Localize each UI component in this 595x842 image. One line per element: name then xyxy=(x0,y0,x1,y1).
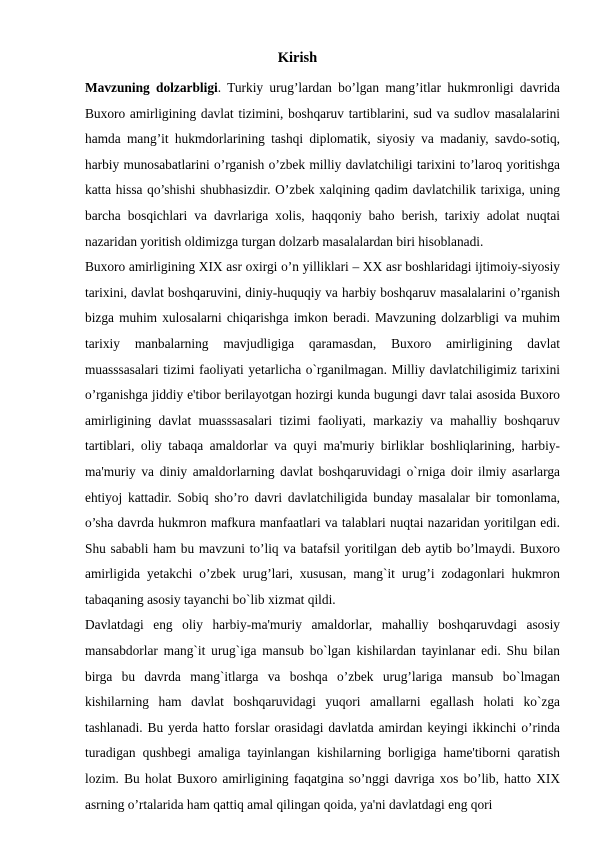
paragraph-text: Davlatdagi eng oliy harbiy-ma'muriy amaldorlar, mahalliy boshqaruvdagi asosiy mansabdorlar mang`it urug`iga mansub bo`lgan kishilardan tayinlanar edi. Shu bilan birga bu davrda mang`itlarga va boshqa o’zbek urug’lariga mansub bo`lmagan kishilarning ham davlat boshqaruvidagi yuqori amallarni egallash holati ko`zga tashlanadi. Bu yerda hatto forslar orasidagi davlatda amirdan keyingi ikkinchi o’rinda turadigan qushbegi amaliga tayinlangan kishilarning borligiga hame'tiborni qaratish lozim. Bu holat Buxoro amirligining faqatgina so’nggi davriga xos bo’lib, hatto XIX asrning o’rtalarida ham qattiq amal qilingan qoida, ya'ni davlatdagi eng qori xyxy=(85,617,560,812)
paragraph-history xyxy=(85,254,560,612)
paragraph-text: Buxoro amirligining XIX asr oxirgi o’n yilliklari – XX asr boshlaridagi ijtimoiy-siyosiy tarixini, davlat boshqaruvini, diniy-huquqiy va harbiy boshqaruv masalalarini o’rganish bizga muhim xulosalarni chiqarishga imkon beradi. Mavzuning dolzarbligi va muhim tarixiy manbalarning mavjudligiga qaramasdan, Buxoro amirligining davlat muasssasalari tizimi faoliyati yetarlicha o`rganilmagan. Milliy davlatchiligimiz tarixini o’rganishga jiddiy e'tibor berilayotgan hozirgi kunda bugungi davr talai asosida Buxoro amirligining davlat muasssasalari tizimi faoliyati, markaziy va mahalliy boshqaruv tartiblari, oliy tabaqa amaldorlar va quyi ma'muriy birliklar boshliqlarining, harbiy-ma'muriy va diniy amaldorlarning davlat boshqaruvidagi o`rniga doir ilmiy asarlarga ehtiyoj kattadir. Sobiq sho’ro davri davlatchiligida bunday masalalar bir tomonlama, o’sha davrda hukmron mafkura manfaatlari va talablari nuqtai nazaridan yoritilgan edi. Shu sababli ham bu mavzuni to’liq va batafsil yoritilgan deb aytib bo’lmaydi. Buxoro amirligida yetakchi o’zbek urug’lari, xususan, mang`it urug’i zodagonlari hukmron tabaqaning asosiy tayanchi bo`lib xizmat qildi. xyxy=(85,259,560,607)
page-title: Kirish xyxy=(277,50,318,66)
document-body xyxy=(85,75,560,817)
paragraph-lead: Mavzuning dolzarbligi xyxy=(85,80,218,95)
paragraph-relevance xyxy=(85,75,560,254)
paragraph-text: . Turkiy urug’lardan bo’lgan mang’itlar hukmronligi davrida Buxoro amirligining davlat tizimini, boshqaruv tartiblarini, sud va sudlov masalalarini hamda mang’it hukmdorlarining tashqi diplomatik, siyosiy va madaniy, savdo-sotiq, harbiy munosabatlarini o’rganish o’zbek milliy davlatchiligi tarixini to’laroq yoritishga katta hissa qo’shishi shubhasizdir. O’zbek xalqining qadim davlatchilik tarixiga, uning barcha bosqichlari va davrlariga xolis, haqqoniy baho berish, tarixiy adolat nuqtai nazaridan yoritish oldimizga turgan dolzarb masalalardan biri hisoblanadi. xyxy=(85,80,561,249)
paragraph-officials xyxy=(85,612,560,817)
